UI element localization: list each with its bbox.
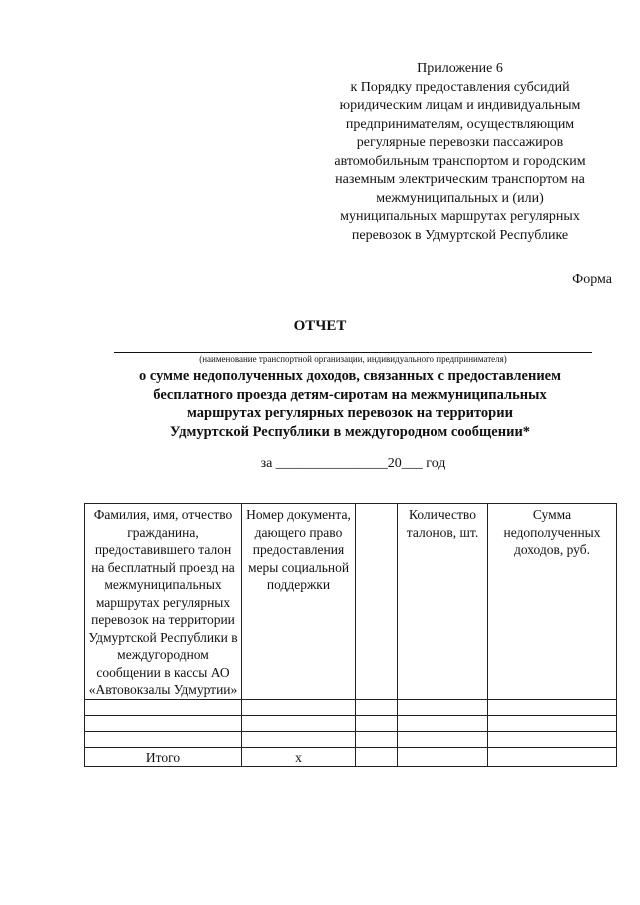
report-table	[84, 503, 617, 767]
appendix-line: юридическим лицам и индивидуальным	[339, 98, 581, 113]
report-period: за ________________20___ год	[260, 456, 446, 471]
table-cell[interactable]	[85, 715, 242, 731]
appendix-line: наземным электрическим транспортом на	[335, 172, 585, 187]
report-subject	[100, 367, 600, 441]
table-cell[interactable]	[488, 699, 617, 715]
subject-line: маршрутах регулярных перевозок на территории	[187, 405, 513, 421]
table-cell[interactable]	[398, 731, 488, 747]
total-ticket-count-cell[interactable]	[398, 747, 488, 767]
column-header-blank	[356, 504, 398, 700]
total-blank-cell[interactable]	[356, 747, 398, 767]
organization-name-caption: (наименование транспортной организации, индивидуального предпринимателя)	[199, 354, 507, 364]
appendix-header	[300, 60, 620, 245]
appendix-line: муниципальных маршрутах регулярных	[340, 209, 580, 224]
appendix-line: перевозок в Удмуртской Республике	[351, 227, 569, 243]
form-label: Форма	[572, 272, 612, 287]
organization-name-line	[114, 352, 592, 353]
table-cell[interactable]	[242, 715, 356, 731]
table-cell[interactable]	[242, 731, 356, 747]
table-row	[85, 715, 617, 731]
total-sum-cell[interactable]	[488, 747, 617, 767]
table-row	[85, 699, 617, 715]
total-label-cell: Итого	[85, 747, 242, 767]
table-cell[interactable]	[356, 715, 398, 731]
document-title: ОТЧЕТ	[293, 318, 347, 334]
table-cell[interactable]	[85, 731, 242, 747]
subject-line: Удмуртской Республики в междугородном сообщении*	[169, 423, 531, 440]
table-total-row	[85, 747, 617, 767]
total-document-cell: х	[242, 747, 356, 767]
table-row	[85, 731, 617, 747]
table-cell[interactable]	[398, 715, 488, 731]
table-cell[interactable]	[398, 699, 488, 715]
subject-line: о сумме недополученных доходов, связанных с предоставлением	[139, 368, 561, 384]
appendix-line: Приложение 6	[417, 61, 503, 76]
column-header-ticket-count: Количество талонов, шт.	[398, 504, 488, 700]
table-cell[interactable]	[488, 731, 617, 747]
appendix-line: регулярные перевозки пассажиров	[356, 135, 564, 150]
column-header-document-number: Номер документа, дающего право предоставления меры социальной поддержки	[242, 504, 356, 700]
column-header-citizen-name: Фамилия, имя, отчество гражданина, предоставившего талон на бесплатный проезд на межмуниципальных маршрутах регулярных перевозок на территории Удмуртской Республики в междугородном сообщении в кассы АО «Автовокзалы Удмуртии»	[85, 504, 242, 700]
appendix-line: к Порядку предоставления субсидий	[350, 79, 570, 95]
column-header-lost-income-sum: Сумма недополученных доходов, руб.	[488, 504, 617, 700]
appendix-line: межмуниципальных и (или)	[376, 190, 544, 206]
table-cell[interactable]	[356, 731, 398, 747]
appendix-line: предпринимателям, осуществляющим	[345, 116, 575, 132]
table-cell[interactable]	[356, 699, 398, 715]
table-cell[interactable]	[242, 699, 356, 715]
table-cell[interactable]	[85, 699, 242, 715]
subject-line: бесплатного проезда детям-сиротам на межмуниципальных	[153, 386, 547, 403]
table-header-row	[85, 504, 617, 700]
table-cell[interactable]	[488, 715, 617, 731]
appendix-line: автомобильным транспортом и городским	[334, 153, 586, 169]
